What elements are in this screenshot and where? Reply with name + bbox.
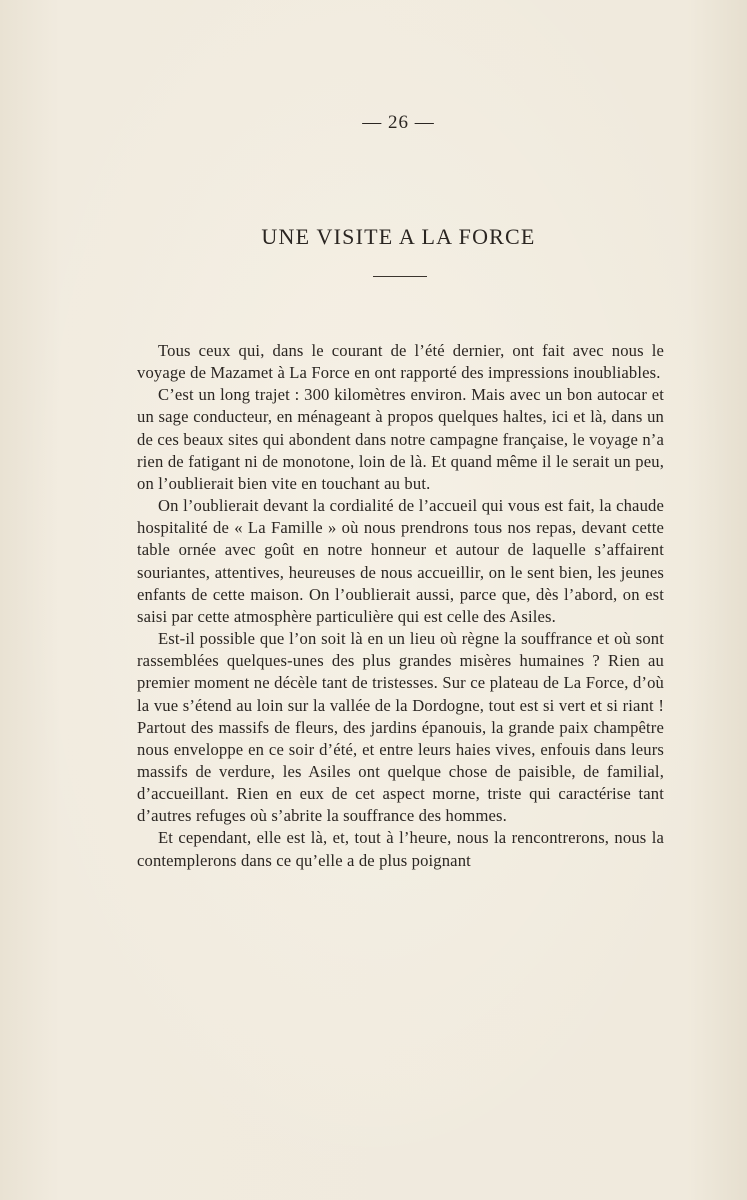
- paragraph: On l’oublierait devant la cordialité de l’accueil qui vous est fait, la chaude hospitalité de « La Famille » où nous prendrons tous nos repas, devant cette table ornée avec goût en notre honneur et autour de laquelle s’affairent souriantes, attentives, heureuses de nous accueillir, on le sent bien, les jeunes enfants de cette maison. On l’oublierait aussi, parce que, dès l’abord, on est saisi par cette atmosphère particulière qui est celle des Asiles.: [137, 496, 664, 626]
- paragraph: C’est un long trajet : 300 kilomètres environ. Mais avec un bon autocar et un sage conducteur, en ménageant à propos quelques haltes, ici et là, dans un de ces beaux sites qui abondent dans notre campagne française, le voyage n’a rien de fatigant ni de monotone, loin de là. Et quand même il le serait un peu, on l’oublierait bien vite en touchant au but.: [137, 385, 664, 493]
- title-divider: [373, 276, 427, 277]
- page-number: — 26 —: [362, 112, 435, 133]
- article-title: UNE VISITE A LA FORCE: [261, 224, 536, 249]
- paragraph: Tous ceux qui, dans le courant de l’été dernier, ont fait avec nous le voyage de Mazamet à La Force en ont rapporté des impressions inoubliables.: [137, 341, 664, 383]
- paragraph: Est-il possible que l’on soit là en un lieu où règne la souffrance et où sont rassemblées quelques-unes des plus grandes misères humaines ? Rien au premier moment ne décèle tant de tristesses. Sur ce plateau de La Force, d’où la vue s’étend au loin sur la vallée de la Dordogne, tout est si vert et si riant ! Partout des massifs de fleurs, des jardins épanouis, la grande paix champêtre nous enveloppe en ce soir d’été, et entre leurs haies vives, enfouis dans leurs massifs de verdure, les Asiles ont quelque chose de paisible, de familial, d’accueillant. Rien en eux de cet aspect morne, triste qui caractérise tant d’autres refuges où s’abrite la souffrance des hommes.: [137, 629, 664, 826]
- paragraph: Et cependant, elle est là, et, tout à l’heure, nous la rencontrerons, nous la contemplerons dans ce qu’elle a de plus poignant: [137, 828, 664, 870]
- article-body: [137, 340, 664, 872]
